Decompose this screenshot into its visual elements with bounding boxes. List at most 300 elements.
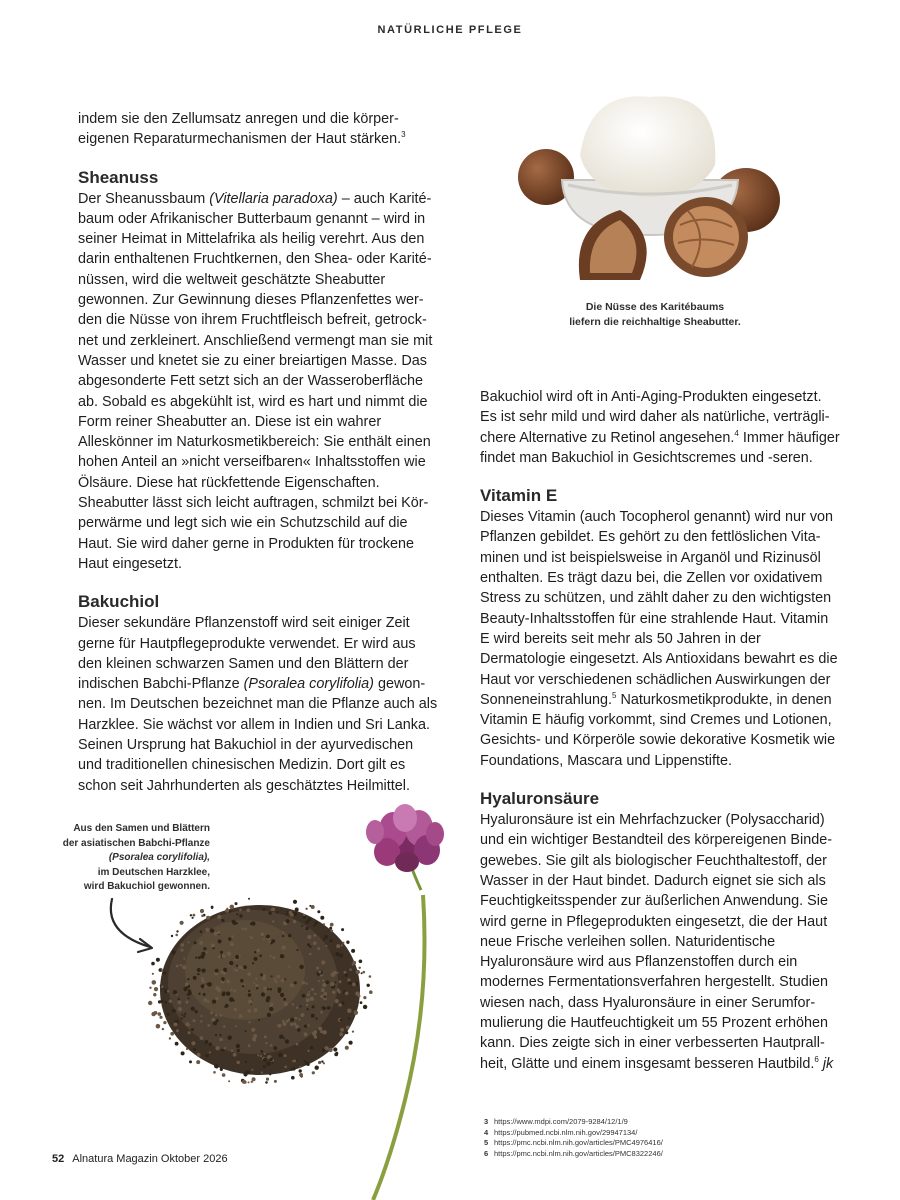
- seed-dot: [320, 916, 324, 920]
- seed-dot: [185, 983, 189, 987]
- seed-dot: [194, 1010, 197, 1013]
- seed-image-caption: Aus den Samen und Blättern der asiatischen Babchi-Pflanze (Psoralea corylifolia), im Deutschen Harzklee, wird Bakuchiol gewonnen.: [62, 823, 210, 892]
- seed-dot: [288, 934, 291, 937]
- seed-dot: [322, 980, 324, 982]
- seed-dot: [163, 1021, 166, 1024]
- seed-dot: [228, 937, 231, 940]
- seed-dot: [293, 920, 296, 923]
- hyaluronsaeure-paragraph: Hyaluronsäure ist ein Mehrfachzucker (Polysaccharid) und ein wichtiger Bestandteil des körpereigenen Bindegewebes. Sie gilt als biologischer Feuchthaltestoff, der Wasser in der Haut bindet. Dadurch eignet sie sich als Feuchtigkeitsspender zur äußerlichen Anwendung. Sie wird gerne in Pflegeprodukten eingesetzt, die der Haut neue Frische verleihen sollen. Naturidentische Hyaluronsäure wird aus Pflanzenstoffen durch ein modernes Fermentationsverfahren hergestellt. Studien wiesen nach, dass Hyaluronsäure in einer Serumformulierung die Hautfeuchtigkeit um 55 Prozent erhöhen kann. Dies zeigte sich in einer verbesserten Hautprallheit, Glätte und einem insgesamt besseren Hautbild.$^6$ jk: [480, 812, 834, 1072]
- seed-dot: [318, 980, 320, 982]
- seed-dot: [271, 1061, 273, 1063]
- footnote-ref: 4: [734, 428, 739, 438]
- seed-dot: [196, 1060, 200, 1064]
- seed-dot: [330, 923, 334, 927]
- footnote-link[interactable]: https://www.mdpi.com/2079-9284/12/1/9: [494, 1117, 628, 1126]
- seed-dot: [264, 990, 266, 992]
- seed-dot: [330, 982, 334, 986]
- seed-dot: [242, 1080, 246, 1084]
- seed-dot: [257, 1054, 259, 1056]
- page-footer: [52, 1153, 228, 1165]
- seed-dot: [235, 902, 238, 905]
- seed-dot: [233, 968, 235, 970]
- seed-dot: [261, 1071, 263, 1073]
- seed-dot: [291, 1076, 295, 1080]
- seed-dot: [205, 1054, 208, 1057]
- seed-dot: [304, 1032, 308, 1036]
- seed-dot: [214, 1064, 218, 1068]
- seed-dot: [154, 1011, 158, 1015]
- seed-dot: [255, 984, 258, 987]
- seed-dot: [213, 1071, 216, 1074]
- seed-dot: [188, 941, 190, 943]
- seed-dot: [256, 987, 258, 989]
- seed-dot: [181, 1017, 183, 1019]
- seed-dot: [284, 978, 286, 980]
- seed-dot: [273, 1046, 277, 1050]
- footnote-6: 6 https://pmc.ncbi.nlm.nih.gov/articles/PMC8322246/: [484, 1148, 663, 1158]
- seed-dot: [230, 942, 234, 946]
- seed-dot: [269, 912, 272, 915]
- seed-dot: [242, 928, 245, 931]
- seed-dot: [187, 1024, 190, 1027]
- seed-dot: [242, 985, 244, 987]
- seed-dot: [204, 986, 206, 988]
- seed-dot: [312, 1005, 315, 1008]
- seed-dot: [235, 1025, 237, 1027]
- seed-dot: [271, 908, 274, 911]
- seed-dot: [228, 1080, 230, 1082]
- seed-dot: [215, 969, 219, 973]
- seed-dot: [236, 913, 238, 915]
- seed-dot: [271, 975, 273, 977]
- seed-dot: [266, 1062, 271, 1067]
- seed-dot: [261, 933, 265, 937]
- seed-dot: [307, 935, 311, 939]
- seed-dot: [308, 991, 310, 993]
- heading-bakuchiol: Bakuchiol: [78, 592, 160, 612]
- magazine-title: Alnatura Magazin Oktober 2026: [72, 1153, 228, 1165]
- seed-dot: [315, 1017, 317, 1019]
- seed-dot: [219, 1038, 222, 1041]
- seed-dot: [200, 1036, 204, 1040]
- left-column: [78, 109, 438, 796]
- seed-dot: [237, 1049, 240, 1052]
- seed-dot: [264, 1035, 267, 1038]
- seed-dot: [330, 930, 333, 933]
- seed-dot: [255, 978, 257, 980]
- seed-dot: [215, 1014, 218, 1017]
- seed-dot: [200, 1020, 202, 1022]
- seed-dot: [299, 1073, 303, 1077]
- seed-dot: [210, 929, 214, 933]
- seed-dot: [218, 939, 222, 943]
- seed-dot: [320, 995, 324, 999]
- seed-dot: [310, 997, 314, 1001]
- seed-dot: [258, 1019, 260, 1021]
- seed-dot: [230, 989, 232, 991]
- seed-dot: [180, 949, 183, 952]
- seed-dot: [244, 928, 247, 931]
- seed-dot: [226, 980, 230, 984]
- seed-dot: [215, 997, 218, 1000]
- seed-dot: [228, 1036, 232, 1040]
- seed-dot: [222, 979, 224, 981]
- footnote-4: 4 https://pubmed.ncbi.nlm.nih.gov/29947134/: [484, 1127, 638, 1137]
- seed-dot: [266, 998, 270, 1002]
- seed-dot: [306, 1008, 308, 1010]
- seed-dot: [184, 1013, 186, 1015]
- seed-dot: [180, 943, 184, 947]
- seed-dot: [233, 999, 235, 1001]
- seed-dot: [307, 1050, 309, 1052]
- seed-dot: [156, 1024, 161, 1029]
- seed-dot: [239, 914, 242, 917]
- seed-dot: [283, 998, 286, 1001]
- seed-dot: [265, 1042, 267, 1044]
- seed-dot: [222, 993, 226, 997]
- seed-dot: [317, 910, 320, 913]
- seed-dot: [190, 914, 192, 916]
- seed-dot: [322, 1030, 326, 1034]
- seed-dot: [281, 979, 285, 983]
- seed-dot: [248, 1021, 250, 1023]
- seed-dot: [314, 1030, 317, 1033]
- seed-dot: [290, 1018, 294, 1022]
- seed-dot: [243, 965, 247, 969]
- seed-dot: [197, 1053, 201, 1057]
- seed-dot: [296, 1007, 298, 1009]
- seed-dot: [203, 993, 206, 996]
- seed-dot: [248, 990, 250, 992]
- seed-dot: [321, 988, 325, 992]
- seed-dot: [200, 1015, 202, 1017]
- seed-dot: [183, 1015, 185, 1017]
- seed-dot: [299, 1066, 301, 1068]
- seed-dot: [203, 947, 206, 950]
- seed-dot: [239, 1014, 243, 1018]
- seed-dot: [193, 1019, 196, 1022]
- seed-dot: [218, 955, 221, 958]
- footnote-link[interactable]: https://pmc.ncbi.nlm.nih.gov/articles/PMC4976416/: [494, 1138, 663, 1147]
- seed-dot: [180, 921, 184, 925]
- seed-dot: [234, 1008, 237, 1011]
- seed-dot: [261, 993, 263, 995]
- seed-dot: [296, 1043, 299, 1046]
- seed-dot: [159, 1016, 162, 1019]
- seed-dot: [211, 943, 215, 947]
- seed-dot: [303, 916, 306, 919]
- seed-dot: [324, 996, 326, 998]
- footnote-3: 3 https://www.mdpi.com/2079-9284/12/1/9: [484, 1117, 628, 1126]
- seed-dot: [286, 919, 290, 923]
- seed-dot: [288, 1018, 290, 1020]
- seed-dot: [226, 992, 230, 996]
- seed-dot: [248, 1081, 250, 1083]
- seed-dot: [207, 1024, 210, 1027]
- seed-dot: [205, 928, 209, 932]
- seed-dot: [225, 909, 229, 913]
- seed-dot: [297, 1028, 301, 1032]
- seed-dot: [176, 965, 179, 968]
- seed-dot: [305, 1061, 309, 1065]
- seed-dot: [153, 993, 156, 996]
- seed-dot: [195, 957, 197, 959]
- seed-dot: [264, 1053, 266, 1055]
- seed-dot: [217, 931, 221, 935]
- seed-dot: [318, 971, 321, 974]
- seed-dot: [313, 941, 317, 945]
- footnote-ref: 5: [612, 691, 617, 701]
- seed-dot: [293, 1022, 296, 1025]
- vitamin-e-paragraph: Dieses Vitamin (auch Tocopherol genannt) wird nur von Pflanzen gebildet. Es gehört zu den fettlöslichen Vitaminen und ist beispielsweise in Arganöl und Rizinusöl enthalten. Es trägt dazu bei, die Zellen vor oxidativem Stress zu schützen, und zählt daher zu den wichtigsten Beauty-Inhaltsstoffen für eine strahlende Haut. Vitamin E wird bereits seit mehr als 50 Jahren in der Dermatologie eingesetzt. Als Antioxidans bewahrt es die Haut vor verschiedenen schädlichen Auswirkungen der Sonneneinstrahlung.$^5$ Naturkosmetikprodukte, in denen Vitamin E häufig vorkommt, sind Cremes und Lotionen, Gesichts- und Körperöle sowie dekorative Kosmetik wie Foundations, Mascara und Lippenstifte.: [480, 509, 838, 769]
- seed-dot: [228, 965, 230, 967]
- seed-dot: [286, 913, 288, 915]
- seed-dot: [313, 934, 316, 937]
- seed-dot: [282, 1022, 286, 1026]
- seed-dot: [302, 994, 306, 998]
- seed-dot: [299, 1069, 302, 1072]
- seed-dot: [292, 1003, 294, 1005]
- page-number: 52: [52, 1153, 65, 1165]
- seed-dot: [312, 1071, 315, 1074]
- heading-sheanuss: Sheanuss: [78, 167, 159, 187]
- section-header: NATÜRLICHE PFLEGE: [377, 24, 523, 36]
- seed-dot: [301, 925, 303, 927]
- seed-dot: [247, 972, 251, 976]
- seed-dot: [169, 1000, 172, 1003]
- seed-dot: [212, 1018, 216, 1022]
- seed-dot: [281, 945, 285, 949]
- seed-dot: [323, 923, 325, 925]
- author-initials: jk: [818, 1055, 834, 1072]
- seed-dot: [294, 1060, 297, 1063]
- seed-dot: [293, 900, 297, 904]
- seed-dot: [307, 943, 310, 946]
- seed-dot: [265, 1081, 268, 1084]
- seed-dot: [240, 979, 243, 982]
- seed-dot: [285, 1039, 289, 1043]
- seed-dot: [200, 909, 204, 913]
- seed-dot: [270, 1003, 273, 1006]
- seed-dot: [224, 1005, 227, 1008]
- footnote-link[interactable]: https://pubmed.ncbi.nlm.nih.gov/29947134/: [494, 1127, 638, 1137]
- seed-dot: [209, 1043, 212, 1046]
- seed-dot: [172, 1009, 176, 1013]
- seed-dot: [233, 989, 236, 992]
- seed-dot: [224, 969, 227, 972]
- seed-dot: [154, 987, 158, 991]
- seed-dot: [247, 1009, 251, 1013]
- seed-dot: [290, 983, 294, 987]
- seed-dot: [148, 1001, 152, 1005]
- seed-dot: [318, 1027, 322, 1031]
- seed-dot: [311, 905, 315, 909]
- seed-dot: [267, 988, 269, 990]
- seed-dot: [266, 935, 270, 939]
- seed-dot: [191, 1028, 194, 1031]
- seed-dot: [308, 1024, 310, 1026]
- bakuchiol-continued-paragraph: Bakuchiol wird oft in Anti-Aging-Produkten eingesetzt. Es ist sehr mild und wird daher als natürliche, verträglichere Alternative zu Retinol angesehen.$^4$ Immer häufiger findet man Bakuchiol in Gesichtscremes und -seren.: [480, 389, 840, 466]
- seed-dot: [245, 1061, 247, 1063]
- seed-dot: [278, 1053, 282, 1057]
- seed-dot: [207, 1000, 210, 1003]
- seed-dot: [149, 987, 151, 989]
- seed-dot: [267, 1013, 271, 1017]
- seed-dot: [317, 947, 320, 950]
- seed-dot: [304, 1025, 307, 1028]
- seed-dot: [303, 1060, 305, 1062]
- seed-dot: [175, 1042, 179, 1046]
- seed-dot: [219, 1014, 222, 1017]
- seed-dot: [163, 971, 167, 975]
- seed-dot: [186, 1048, 188, 1050]
- seed-dot: [323, 938, 325, 940]
- seed-dot: [289, 911, 292, 914]
- seed-dot: [215, 986, 219, 990]
- seed-dot: [276, 911, 279, 914]
- seed-dot: [248, 993, 252, 997]
- seed-dot: [202, 969, 206, 973]
- seed-dot: [232, 921, 236, 925]
- heading-vitamin-e: Vitamin E: [480, 486, 558, 506]
- seed-dot: [156, 958, 160, 962]
- seed-dot: [170, 1032, 174, 1036]
- seed-dot: [322, 1006, 325, 1009]
- seed-dot: [201, 915, 204, 918]
- seed-dot: [270, 1044, 273, 1047]
- seed-dot: [198, 993, 200, 995]
- seed-dot: [178, 1007, 182, 1011]
- seed-dot: [227, 951, 232, 956]
- seed-dot: [220, 951, 223, 954]
- seed-dot: [231, 1050, 234, 1053]
- seed-dot: [324, 935, 328, 939]
- seed-dot: [306, 1004, 308, 1006]
- seed-dot: [288, 966, 290, 968]
- seed-dot: [277, 1024, 281, 1028]
- seed-dot: [262, 977, 266, 981]
- seed-dot: [263, 938, 265, 940]
- seed-dot: [252, 1077, 256, 1081]
- seed-dot: [181, 1014, 183, 1016]
- seed-dot: [284, 1054, 287, 1057]
- seed-dot: [158, 1012, 162, 1016]
- seed-dot: [328, 1048, 332, 1052]
- seed-dot: [167, 990, 170, 993]
- seed-dot: [284, 1066, 287, 1069]
- seed-dot: [277, 975, 281, 979]
- seed-dot: [224, 1047, 226, 1049]
- footnotes: [484, 1117, 663, 1159]
- seed-dot: [262, 908, 265, 911]
- seed-dot: [282, 935, 284, 937]
- seed-dot: [193, 1048, 196, 1051]
- seed-dot: [269, 941, 271, 943]
- seed-dot: [239, 966, 242, 969]
- seed-dot: [272, 956, 275, 959]
- seed-dot: [191, 1041, 195, 1045]
- seed-dot: [307, 993, 310, 996]
- seed-dot: [283, 1037, 285, 1039]
- seed-dot: [259, 955, 262, 958]
- seed-dot: [231, 935, 233, 937]
- seed-dot: [220, 1068, 223, 1071]
- footnote-link[interactable]: https://pmc.ncbi.nlm.nih.gov/articles/PMC8322246/: [494, 1148, 663, 1158]
- seed-dot: [229, 961, 233, 965]
- seed-dot: [311, 988, 314, 991]
- seed-dot: [178, 1001, 182, 1005]
- seed-dot: [236, 965, 238, 967]
- seed-dot: [323, 1062, 325, 1064]
- seed-dot: [222, 954, 226, 958]
- seed-dot: [211, 906, 214, 909]
- seed-dot: [280, 954, 284, 958]
- seed-dot: [191, 1007, 195, 1011]
- babchi-flower-image: [335, 800, 465, 1200]
- seed-dot: [171, 950, 175, 954]
- seed-dot: [274, 978, 277, 981]
- seed-dot: [264, 987, 267, 990]
- seed-dot: [256, 949, 260, 953]
- seed-dot: [212, 1000, 216, 1004]
- seed-dot: [222, 1073, 226, 1077]
- seed-dot: [181, 1051, 185, 1055]
- seed-dot: [314, 1035, 318, 1039]
- seed-dot: [188, 1031, 191, 1034]
- bakuchiol-paragraph: Dieser sekundäre Pflanzenstoff wird seit einiger Zeit gerne für Hautpflegeprodukte verwendet. Er wird aus den kleinen schwarzen Samen und den Blättern der indischen Babchi-Pflanze (Psoralea corylifolia) gewonnen. Im Deutschen bezeichnet man die Pflanze auch als Harzklee. Sie wächst vor allem in Indien und Sri Lanka. Seinen Ursprung hat Bakuchiol in der ayurvedischen und traditionellen chinesischen Medizin. Dort gilt es schon seit Jahrhunderten als geschätztes Heilmittel.: [78, 615, 438, 794]
- seed-dot: [221, 919, 224, 922]
- seed-dot: [325, 945, 327, 947]
- seed-dot: [237, 1061, 240, 1064]
- seed-dot: [213, 1021, 217, 1025]
- seed-dot: [282, 931, 284, 933]
- seed-dot: [279, 1035, 283, 1039]
- seed-dot: [303, 914, 305, 916]
- seed-dot: [203, 998, 207, 1002]
- seed-dot: [161, 1000, 164, 1003]
- seed-dot: [193, 976, 197, 980]
- seed-dot: [321, 960, 325, 964]
- seed-dot: [251, 1069, 253, 1071]
- seed-dot: [269, 988, 272, 991]
- seed-dot: [269, 1007, 273, 1011]
- seed-dot: [254, 957, 258, 961]
- seed-dot: [251, 1028, 255, 1032]
- seed-dot: [302, 981, 305, 984]
- seed-dot: [186, 1001, 189, 1004]
- seed-dot: [254, 1008, 258, 1012]
- seed-dot: [169, 1037, 171, 1039]
- seed-dot: [175, 934, 178, 937]
- seed-dot: [305, 927, 308, 930]
- seed-dot: [206, 916, 210, 920]
- seed-dot: [309, 946, 311, 948]
- seed-dot: [284, 1002, 288, 1006]
- seed-dot: [215, 1046, 219, 1050]
- seed-dot: [188, 997, 190, 999]
- shea-nuts-image: [510, 85, 795, 290]
- seed-dot: [306, 998, 310, 1002]
- intro-paragraph: indem sie den Zellumsatz anregen und die körpereigenen Reparaturmechanismen der Haut stärken.$^3$: [78, 111, 406, 148]
- seed-dot: [269, 1073, 271, 1075]
- seed-dot: [151, 962, 155, 966]
- seed-dot: [210, 1011, 213, 1014]
- seed-dot: [178, 998, 180, 1000]
- heading-hyaluronsaeure: Hyaluronsäure: [480, 789, 600, 809]
- seed-dot: [327, 1006, 331, 1010]
- seed-dot: [248, 898, 250, 900]
- seed-dot: [209, 1051, 211, 1053]
